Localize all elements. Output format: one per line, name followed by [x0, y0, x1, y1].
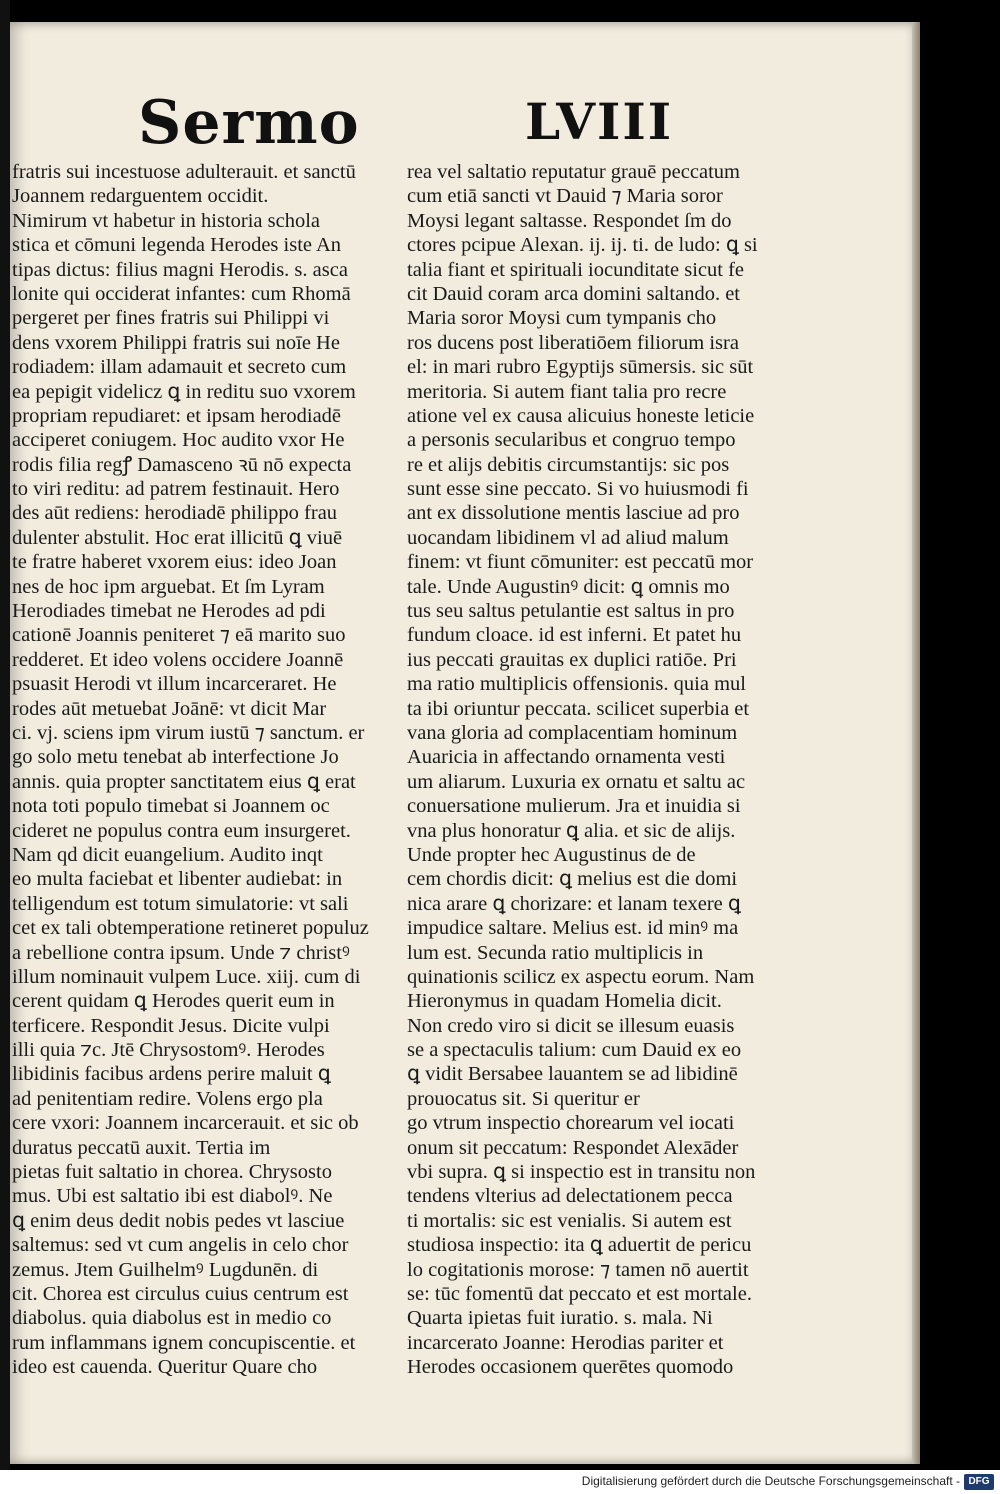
- left-column-line: rodes aūt metuebat Joānē: vt dicit Mar: [12, 697, 327, 720]
- right-column-line: ros ducens post liberatiōem filiorum isra: [407, 331, 739, 354]
- left-column-line: ad penitentiam redire. Volens ergo pla: [12, 1087, 323, 1110]
- left-column-line: Nimirum vt habetur in historia schola: [12, 209, 321, 232]
- left-column-line: cerent quidam ꝗ Herodes querit eum in: [12, 990, 335, 1013]
- right-column-line: se a spectaculis talium: cum Dauid ex eo: [407, 1039, 742, 1062]
- funding-credit: Digitalisierung gefördert durch die Deutsche Forschungsgemeinschaft -: [581, 1474, 960, 1488]
- left-column-line: cet ex tali obtemperatione retineret populuz: [12, 917, 369, 940]
- left-column-line: tipas dictus: filius magni Herodis. s. asca: [12, 258, 348, 281]
- right-column-line: cum etiā sancti vt Dauid ⁊ Maria soror: [407, 185, 723, 208]
- left-column-line: saltemus: sed vt cum angelis in celo chor: [12, 1234, 349, 1257]
- right-column-line: vna plus honoratur ꝗ alia. et sic de alijs.: [407, 819, 736, 842]
- dfg-logo: DFG: [964, 1474, 994, 1490]
- right-column-line: finem: vt fiunt cōmuniter: est peccatū mor: [407, 551, 754, 574]
- right-column-line: ti mortalis: sic est venialis. Si autem est: [407, 1209, 732, 1232]
- right-column-line: ta ibi oriuntur peccata. scilicet superbia et: [407, 697, 750, 720]
- left-column-line: Nam qd dicit euangelium. Audito inqt: [12, 843, 323, 866]
- left-column-line: rodis filia regꝭ Damasceno ꝛū nō expecta: [12, 453, 352, 476]
- left-column-line: te fratre haberet vxorem eius: ideo Joan: [12, 551, 337, 574]
- right-column-line: quinationis scilicz ex aspectu eorum. Nam: [407, 965, 755, 988]
- right-column-line: Quarta ipietas fuit iuratio. s. mala. Ni: [407, 1307, 713, 1330]
- left-column-line: nes de hoc ipm arguebat. Et ſm Lyram: [12, 575, 325, 598]
- right-column-line: nica arare ꝗ chorizare: et lanam texere ꝗ: [407, 892, 741, 915]
- right-column-line: se: tūc fomentū dat peccato et est mortale.: [407, 1282, 752, 1305]
- left-column-line: Herodiades timebat ne Herodes ad pdi: [12, 600, 326, 623]
- left-column-line: ꝗ enim deus dedit nobis pedes vt lasciue: [12, 1209, 345, 1232]
- running-head: Sermo: [138, 88, 360, 158]
- left-column-line: terficere. Respondit Jesus. Dicite vulpi: [12, 1014, 330, 1037]
- left-column-line: illum nominauit vulpem Luce. xiij. cum di: [12, 965, 361, 988]
- left-column-line: des aūt rediens: herodiadē philippo frau: [12, 502, 338, 525]
- right-column-line: ma ratio multiplicis offensionis. quia mul: [407, 673, 746, 696]
- left-column-line: Joannem redarguentem occidit.: [12, 185, 269, 208]
- left-column-line: cere vxori: Joannem incarcerauit. et sic ob: [12, 1112, 359, 1135]
- left-column-line: diabolus. quia diabolus est in medio co: [12, 1307, 332, 1330]
- left-column-line: pergeret per fines fratris sui Philippi vi: [12, 307, 330, 330]
- left-column-line: ci. vj. sciens ipm virum iustū ⁊ sanctum. er: [12, 721, 365, 744]
- left-column-line: telligendum est totum simulatorie: vt sali: [12, 892, 349, 915]
- right-column-line: Herodes occasionem querētes quomodo: [407, 1356, 734, 1379]
- left-column-line: rodiadem: illam adamauit et secreto cum: [12, 356, 347, 379]
- right-column-line: studiosa inspectio: ita ꝗ aduertit de pericu: [407, 1234, 752, 1257]
- left-column-line: to viri reditu: ad patrem festinauit. Hero: [12, 478, 340, 501]
- left-column-line: libidinis facibus ardens perire maluit ꝗ: [12, 1063, 331, 1086]
- left-column-line: psuasit Herodi vt illum incarceraret. He: [12, 673, 337, 696]
- left-column-line: lonite qui occiderat infantes: cum Rhomā: [12, 282, 351, 305]
- right-column-line: Hieronymus in quadam Homelia dicit.: [407, 990, 722, 1013]
- left-column-line: eo multa faciebat et libenter audiebat: in: [12, 868, 343, 891]
- left-column-line: stica et cōmuni legenda Herodes iste An: [12, 234, 342, 257]
- scan-border-left: [0, 0, 10, 1470]
- left-column-line: mus. Ubi est saltatio ibi est diabolꝰ. Ne: [12, 1185, 333, 1208]
- right-column-line: rea vel saltatio reputatur grauē peccatum: [407, 161, 740, 183]
- right-column-line: meritoria. Si autem fiant talia pro recre: [407, 380, 727, 403]
- right-column-line: uocandam libidinem vl ad aliud malum: [407, 526, 729, 549]
- left-column-line: acciperet coniugem. Hoc audito vxor He: [12, 429, 345, 452]
- right-column-line: fundum cloace. id est inferni. Et patet hu: [407, 624, 742, 647]
- left-column-line: zemus. Jtem Guilhelmꝰ Lugdunēn. di: [12, 1258, 319, 1281]
- footer-bar: [0, 1470, 1000, 1494]
- left-column-line: ea pepigit videlicz ꝗ in reditu suo vxorem: [12, 380, 356, 403]
- left-column-line: rum inflammans ignem concupiscentie. et: [12, 1331, 356, 1354]
- left-column-line: cideret ne populus contra eum insurgeret.: [12, 819, 351, 842]
- right-column-line: go vtrum inspectio chorearum vel iocati: [407, 1112, 735, 1135]
- left-column-line: annis. quia propter sanctitatem eius ꝗ erat: [12, 770, 356, 793]
- right-column-line: Maria soror Moysi cum tympanis cho: [407, 307, 717, 330]
- page-edge-shadow: [912, 22, 920, 1464]
- right-column-line: cit Dauid coram arca domini saltando. et: [407, 282, 741, 305]
- right-column-line: prouocatus sit. Si queritur er: [407, 1087, 640, 1110]
- right-column-line: vbi supra. ꝗ si inspectio est in transitu non: [407, 1161, 756, 1184]
- left-column-line: ideo est cauenda. Queritur Quare cho: [12, 1356, 318, 1379]
- right-column-line: Auaricia in affectando ornamenta vesti: [407, 746, 726, 769]
- right-column-line: onum sit peccatum: Respondet Alexāder: [407, 1136, 739, 1159]
- right-text-column: [407, 160, 787, 1380]
- right-column-line: tendens vlterius ad delectationem pecca: [407, 1185, 733, 1208]
- right-column-line: talia fiant et spirituali iocunditate sicut fe: [407, 258, 744, 281]
- right-column-line: conuersatione mulierum. Jra et inuidia si: [407, 795, 741, 818]
- right-column-line: ꝗ vidit Bersabee lauantem se ad libidinē: [407, 1063, 738, 1086]
- left-column-line: go solo metu tenebat ab interfectione Jo: [12, 746, 339, 769]
- right-column-line: a personis secularibus et congruo tempo: [407, 429, 736, 452]
- right-column-line: lo cogitationis morose: ⁊ tamen nō auertit: [407, 1258, 749, 1281]
- right-column-line: ant ex dissolutione mentis lasciue ad pro: [407, 502, 740, 525]
- left-column-line: propriam repudiaret: et ipsam herodiadē: [12, 404, 342, 427]
- left-column-line: dulenter abstulit. Hoc erat illicitū ꝗ viuē: [12, 526, 343, 549]
- right-column-line: ius peccati grauitas ex duplici ratiōe. Pri: [407, 648, 737, 671]
- right-column-line: Non credo viro si dicit se illesum euasis: [407, 1014, 735, 1037]
- right-column-line: lum est. Secunda ratio multiplicis in: [407, 941, 704, 964]
- right-column-line: atione vel ex causa alicuius honeste leticie: [407, 404, 755, 427]
- right-column-line: tale. Unde Augustinꝰ dicit: ꝗ omnis mo: [407, 575, 730, 598]
- left-column-line: duratus peccatū auxit. Tertia im: [12, 1136, 271, 1159]
- right-column-line: el: in mari rubro Egyptijs sūmersis. sic sūt: [407, 356, 754, 379]
- folio-number: LVIII: [525, 92, 674, 151]
- right-column-line: ctores pcipue Alexan. ij. ij. ti. de ludo: ꝗ si: [407, 234, 758, 257]
- left-text-column: [10, 160, 392, 1380]
- right-column-line: impudice saltare. Melius est. id minꝰ ma: [407, 917, 739, 940]
- left-column-line: cationē Joannis peniteret ⁊ eā marito suo: [12, 624, 346, 647]
- left-column-line: pietas fuit saltatio in chorea. Chrysosto: [12, 1161, 332, 1184]
- left-column-line: nota toti populo timebat si Joannem oc: [12, 795, 330, 818]
- right-column-line: Unde propter hec Augustinus de de: [407, 843, 696, 866]
- left-column-line: dens vxorem Philippi fratris sui noīe He: [12, 331, 340, 354]
- right-column-line: re et alijs debitis circumstantijs: sic pos: [407, 453, 730, 476]
- right-column-line: um aliarum. Luxuria ex ornatu et saltu ac: [407, 770, 746, 793]
- right-column-line: sunt esse sine peccato. Si vo huiusmodi fi: [407, 478, 749, 501]
- book-page: [10, 22, 920, 1464]
- right-column-line: cem chordis dicit: ꝗ melius est die domi: [407, 868, 738, 891]
- left-column-line: redderet. Et ideo volens occidere Joannē: [12, 648, 344, 671]
- right-column-line: tus seu saltus petulantie est saltus in pro: [407, 600, 735, 623]
- left-column-line: illi quia ⁊c. Jtē Chrysostomꝰ. Herodes: [12, 1039, 325, 1062]
- right-column-line: vana gloria ad complacentiam hominum: [407, 721, 738, 744]
- left-column-line: cit. Chorea est circulus cuius centrum est: [12, 1282, 349, 1305]
- right-column-line: Moysi legant saltasse. Respondet ſm do: [407, 209, 732, 232]
- left-column-line: a rebellione contra ipsum. Unde ⁊ christꝰ: [12, 941, 350, 964]
- left-column-line: fratris sui incestuose adulterauit. et sanctū: [12, 161, 356, 183]
- right-column-line: incarcerato Joanne: Herodias pariter et: [407, 1331, 724, 1354]
